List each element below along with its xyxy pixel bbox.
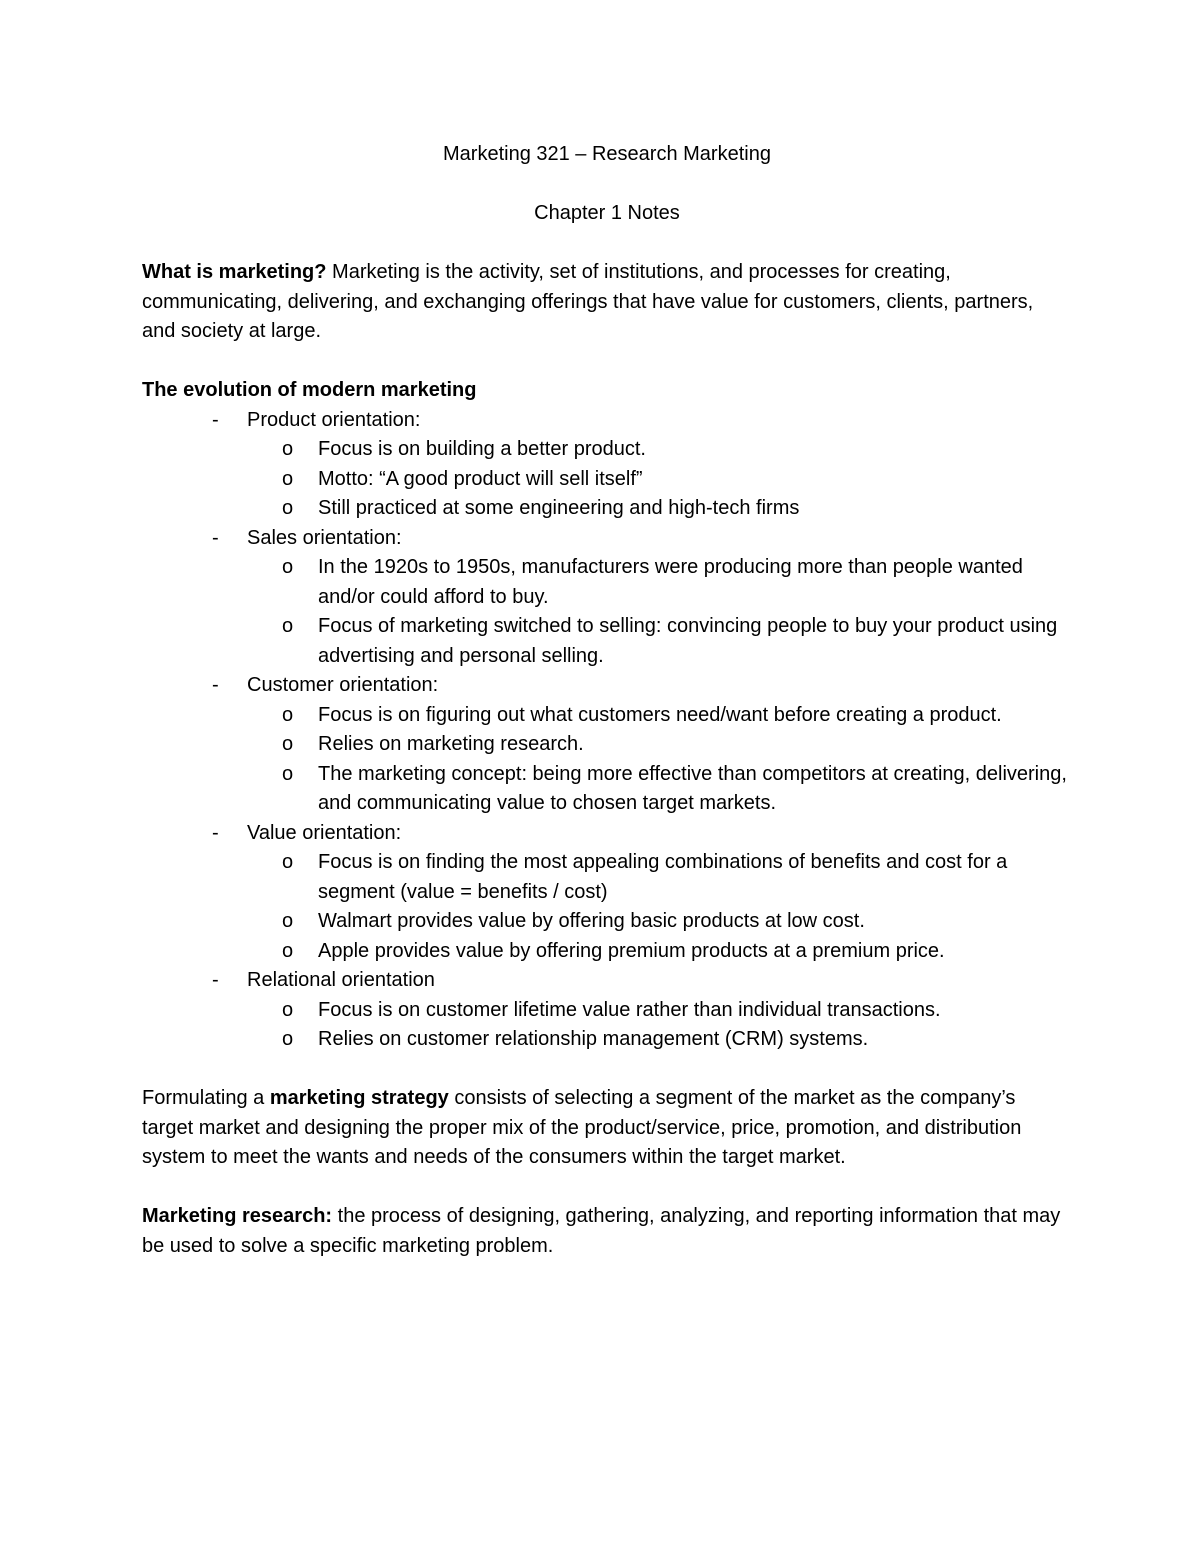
- list-item: [142, 465, 1072, 495]
- circle-bullet: o: [282, 733, 294, 755]
- document-content: [142, 140, 1072, 1261]
- list-item: [142, 612, 1072, 671]
- document-title: Marketing 321 – Research Marketing: [443, 143, 771, 165]
- list-item: [142, 730, 1072, 760]
- circle-bullet: o: [282, 851, 294, 873]
- circle-bullet: o: [282, 703, 294, 726]
- dash-bullet: -: [212, 526, 219, 549]
- list-item-text: Focus of marketing switched to selling: convincing people to buy your product using advertising and personal selling.: [318, 615, 1058, 667]
- list-item-text: Focus is on building a better product.: [318, 438, 646, 460]
- list-item: [142, 907, 1072, 937]
- list-item-text: Relies on customer relationship management (CRM) systems.: [318, 1028, 869, 1050]
- list-item-text: The marketing concept: being more effective than competitors at creating, delivering, and communicating value to chosen target markets.: [318, 762, 1067, 814]
- list-item: [142, 671, 1072, 701]
- marketing-definition: [142, 258, 1072, 347]
- orientation-label: Customer orientation:: [247, 674, 439, 696]
- list-item-text: Still practiced at some engineering and high-tech firms: [318, 497, 800, 519]
- list-item-text: Apple provides value by offering premium products at a premium price.: [318, 939, 945, 962]
- circle-bullet: o: [282, 762, 294, 785]
- circle-bullet: o: [282, 1028, 294, 1050]
- list-item: [142, 966, 1072, 996]
- circle-bullet: o: [282, 497, 294, 519]
- document-subtitle: Chapter 1 Notes: [534, 202, 680, 224]
- list-item: [142, 406, 1072, 436]
- list-item: [142, 819, 1072, 849]
- list-item: [142, 937, 1072, 967]
- list-item: [142, 524, 1072, 554]
- marketing-research-paragraph: [142, 1202, 1072, 1261]
- list-item-text: Relies on marketing research.: [318, 733, 584, 755]
- circle-bullet: o: [282, 910, 294, 932]
- list-item: [142, 848, 1072, 907]
- dash-bullet: -: [212, 674, 219, 696]
- orientation-label: Relational orientation: [247, 969, 435, 991]
- evolution-heading: [142, 376, 1072, 406]
- dash-bullet: -: [212, 969, 219, 991]
- list-item: [142, 996, 1072, 1026]
- marketing-strategy-paragraph: [142, 1084, 1072, 1173]
- list-item: [142, 760, 1072, 819]
- strategy-term: marketing strategy: [269, 1087, 449, 1109]
- orientation-label: Sales orientation:: [247, 526, 402, 549]
- orientation-label: Value orientation:: [247, 821, 402, 844]
- circle-bullet: o: [282, 615, 294, 637]
- marketing-definition-text: Marketing is the activity, set of institutions, and processes for creating, communicating, delivering, and exchanging offerings that have value for customers, clients, partners, and society at large.: [142, 261, 1034, 342]
- evolution-heading-text: The evolution of modern marketing: [142, 379, 477, 401]
- circle-bullet: o: [282, 556, 294, 578]
- list-item: [142, 701, 1072, 731]
- list-item-text: Focus is on customer lifetime value rather than individual transactions.: [318, 998, 941, 1021]
- strategy-text-post: consists of selecting a segment of the market as the company’s target market and designing the proper mix of the product/service, price, promotion, and distribution system to meet the wants and needs of the consumers within the target market.: [142, 1087, 1022, 1168]
- circle-bullet: o: [282, 438, 294, 460]
- dash-bullet: -: [212, 408, 219, 431]
- list-item-text: Focus is on figuring out what customers need/want before creating a product.: [318, 703, 1002, 726]
- circle-bullet: o: [282, 939, 294, 962]
- list-item: [142, 553, 1072, 612]
- list-item-text: In the 1920s to 1950s, manufacturers were producing more than people wanted and/or could afford to buy.: [318, 556, 1023, 608]
- research-text: the process of designing, gathering, analyzing, and reporting information that may be used to solve a specific marketing problem.: [142, 1205, 1061, 1257]
- list-item-text: Focus is on finding the most appealing combinations of benefits and cost for a segment (value = benefits / cost): [318, 851, 1008, 903]
- marketing-definition-label: What is marketing?: [142, 261, 327, 283]
- list-item-text: Motto: “A good product will sell itself”: [318, 467, 643, 490]
- list-item: [142, 1025, 1072, 1055]
- list-item: [142, 494, 1072, 524]
- orientation-list: [142, 406, 1072, 1055]
- list-item: [142, 435, 1072, 465]
- dash-bullet: -: [212, 821, 219, 844]
- list-item-text: Walmart provides value by offering basic products at low cost.: [318, 910, 865, 932]
- circle-bullet: o: [282, 998, 294, 1021]
- orientation-label: Product orientation:: [247, 408, 421, 431]
- strategy-text-pre: Formulating a: [142, 1087, 270, 1109]
- circle-bullet: o: [282, 467, 294, 490]
- research-term: Marketing research:: [142, 1205, 333, 1227]
